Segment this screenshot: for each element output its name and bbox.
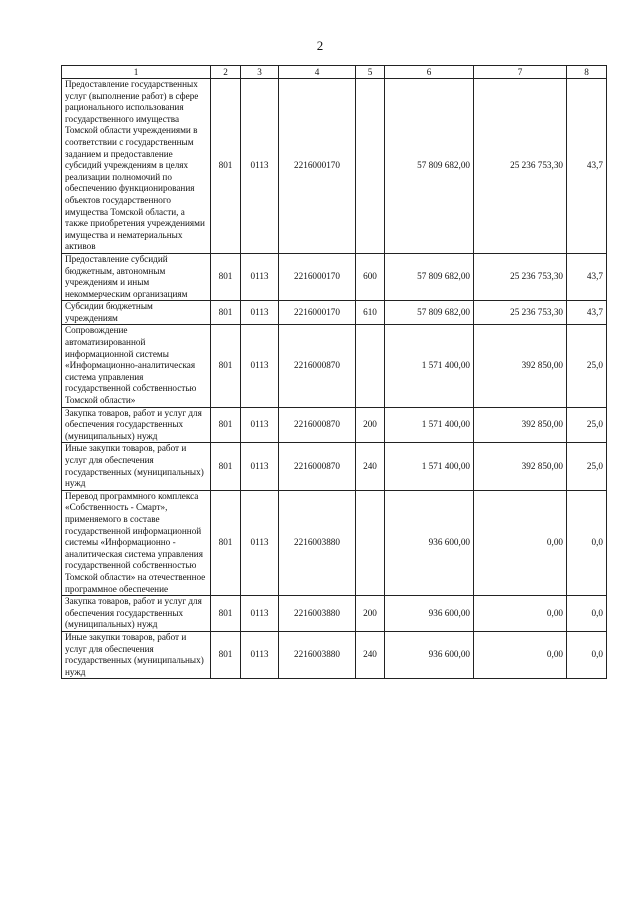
table-row [62,596,607,632]
row-annual-plan: 936 600,00 [385,631,474,678]
row-target-article: 2216000170 [279,253,356,300]
row-ministry-code: 801 [211,631,241,678]
row-annual-plan: 57 809 682,00 [385,301,474,325]
table-row [62,325,607,407]
row-name: Закупка товаров, работ и услуг для обеспечения государственных (муниципальных) нужд [62,407,211,443]
header-col-7: 7 [474,66,567,79]
row-ministry-code: 801 [211,596,241,632]
row-ministry-code: 801 [211,490,241,595]
row-name: Субсидии бюджетным учреждениям [62,301,211,325]
row-annual-plan: 1 571 400,00 [385,443,474,490]
row-ministry-code: 801 [211,301,241,325]
row-percent: 43,7 [567,301,607,325]
table-row [62,631,607,678]
row-percent: 0,0 [567,490,607,595]
row-executed: 25 236 753,30 [474,79,567,254]
header-col-2: 2 [211,66,241,79]
header-col-4: 4 [279,66,356,79]
row-annual-plan: 1 571 400,00 [385,407,474,443]
row-executed: 392 850,00 [474,325,567,407]
header-col-6: 6 [385,66,474,79]
row-percent: 43,7 [567,79,607,254]
row-ministry-code: 801 [211,407,241,443]
row-section-code: 0113 [241,301,279,325]
header-col-3: 3 [241,66,279,79]
row-expense-type [356,325,385,407]
row-name: Перевод программного комплекса «Собственность - Смарт», применяемого в составе государственной информационной системы «Информационно - аналитическая система управления государственной собственностью Томской области» на отечественное программное обеспечение [62,490,211,595]
row-expense-type: 610 [356,301,385,325]
row-target-article: 2216003880 [279,490,356,595]
row-section-code: 0113 [241,325,279,407]
table-row [62,490,607,595]
row-expense-type: 200 [356,596,385,632]
row-name: Сопровождение автоматизированной информационной системы «Информационно-аналитическая система управления государственной собственностью Томской области» [62,325,211,407]
row-target-article: 2216003880 [279,596,356,632]
table-row [62,253,607,300]
row-name: Закупка товаров, работ и услуг для обеспечения государственных (муниципальных) нужд [62,596,211,632]
row-expense-type: 200 [356,407,385,443]
table-body [62,79,607,679]
row-target-article: 2216003880 [279,631,356,678]
row-percent: 25,0 [567,407,607,443]
header-row [62,66,607,79]
row-annual-plan: 936 600,00 [385,596,474,632]
row-percent: 25,0 [567,443,607,490]
row-section-code: 0113 [241,631,279,678]
row-percent: 25,0 [567,325,607,407]
table-header [62,66,607,79]
row-percent: 0,0 [567,596,607,632]
budget-table [61,65,607,679]
header-col-1: 1 [62,66,211,79]
row-executed: 25 236 753,30 [474,253,567,300]
row-target-article: 2216000870 [279,443,356,490]
header-col-5: 5 [356,66,385,79]
row-annual-plan: 57 809 682,00 [385,79,474,254]
row-annual-plan: 936 600,00 [385,490,474,595]
row-expense-type: 240 [356,631,385,678]
row-expense-type: 240 [356,443,385,490]
header-col-8: 8 [567,66,607,79]
row-ministry-code: 801 [211,79,241,254]
row-name: Иные закупки товаров, работ и услуг для обеспечения государственных (муниципальных) нужд [62,631,211,678]
row-name: Предоставление государственных услуг (выполнение работ) в сфере рационального использования государственного имущества Томской области учреждениями в соответствии с государственным заданием и предоставление субсидий учреждениям в целях реализации полномочий по обеспечению функционирования объектов государственного имущества Томской области, а также приобретения учреждениями имущества и нематериальных активов [62,79,211,254]
row-target-article: 2216000870 [279,325,356,407]
row-executed: 0,00 [474,596,567,632]
row-target-article: 2216000170 [279,79,356,254]
row-section-code: 0113 [241,443,279,490]
row-section-code: 0113 [241,596,279,632]
row-section-code: 0113 [241,407,279,443]
row-ministry-code: 801 [211,443,241,490]
row-executed: 392 850,00 [474,407,567,443]
row-name: Иные закупки товаров, работ и услуг для обеспечения государственных (муниципальных) нужд [62,443,211,490]
page-number: 2 [316,38,324,53]
table-row [62,407,607,443]
row-executed: 392 850,00 [474,443,567,490]
row-executed: 0,00 [474,631,567,678]
row-ministry-code: 801 [211,253,241,300]
row-target-article: 2216000170 [279,301,356,325]
row-executed: 0,00 [474,490,567,595]
row-annual-plan: 57 809 682,00 [385,253,474,300]
row-ministry-code: 801 [211,325,241,407]
table-row [62,443,607,490]
row-percent: 0,0 [567,631,607,678]
row-expense-type: 600 [356,253,385,300]
row-expense-type [356,79,385,254]
row-section-code: 0113 [241,490,279,595]
table-row [62,301,607,325]
row-percent: 43,7 [567,253,607,300]
row-section-code: 0113 [241,253,279,300]
table-row [62,79,607,254]
row-annual-plan: 1 571 400,00 [385,325,474,407]
row-name: Предоставление субсидий бюджетным, автономным учреждениям и иным некоммерческим организациям [62,253,211,300]
row-expense-type [356,490,385,595]
row-section-code: 0113 [241,79,279,254]
row-executed: 25 236 753,30 [474,301,567,325]
row-target-article: 2216000870 [279,407,356,443]
